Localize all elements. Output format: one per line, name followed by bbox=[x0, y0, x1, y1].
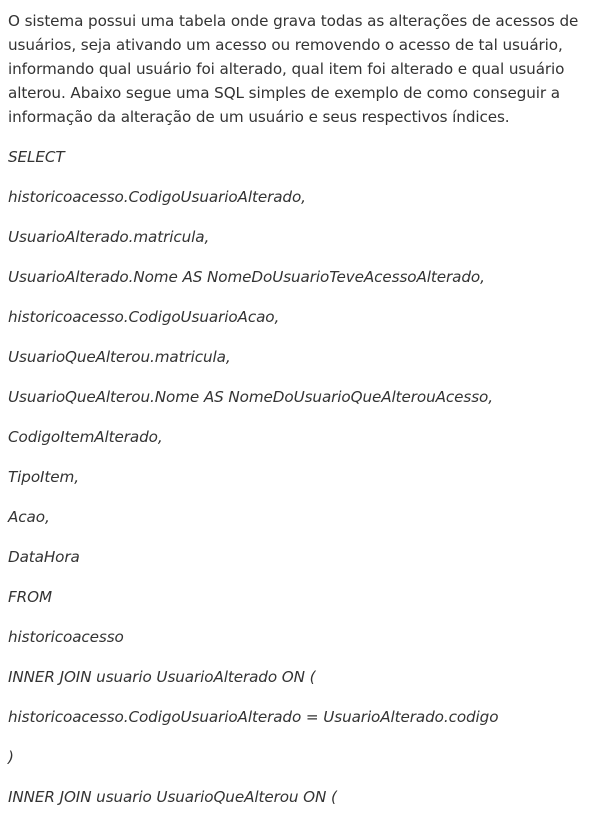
sql-line: SELECT bbox=[8, 148, 65, 166]
sql-line: ) bbox=[8, 748, 14, 766]
intro-paragraph: O sistema possui uma tabela onde grava todas as alterações de acessos de usuários, seja ativando um acesso ou removendo o acesso de tal usuário, informando qual usuário foi alterado, qual item foi alterado e qual usuário alterou. Abaixo segue uma SQL simples de exemplo de como conseguir a informação da alteração de um usuário e seus respectivos índices. bbox=[8, 12, 579, 126]
sql-line: historicoacesso.CodigoUsuarioAlterado = UsuarioAlterado.codigo bbox=[8, 708, 499, 726]
sql-line: CodigoItemAlterado, bbox=[8, 428, 163, 446]
sql-line: FROM bbox=[8, 588, 52, 606]
sql-line: DataHora bbox=[8, 548, 80, 566]
document-body bbox=[8, 9, 592, 825]
sql-line: UsuarioQueAlterou.matricula, bbox=[8, 348, 231, 366]
sql-line: INNER JOIN usuario UsuarioQueAlterou ON ( bbox=[8, 788, 337, 806]
sql-line: historicoacesso bbox=[8, 628, 124, 646]
sql-example bbox=[8, 145, 592, 809]
sql-line: UsuarioAlterado.Nome AS NomeDoUsuarioTeveAcessoAlterado, bbox=[8, 268, 485, 286]
sql-line: TipoItem, bbox=[8, 468, 79, 486]
sql-line: UsuarioQueAlterou.Nome AS NomeDoUsuarioQueAlterouAcesso, bbox=[8, 388, 493, 406]
sql-line: INNER JOIN usuario UsuarioAlterado ON ( bbox=[8, 668, 316, 686]
sql-line: Acao, bbox=[8, 508, 50, 526]
sql-line: historicoacesso.CodigoUsuarioAlterado, bbox=[8, 188, 306, 206]
sql-line: historicoacesso.CodigoUsuarioAcao, bbox=[8, 308, 280, 326]
sql-line: UsuarioAlterado.matricula, bbox=[8, 228, 210, 246]
